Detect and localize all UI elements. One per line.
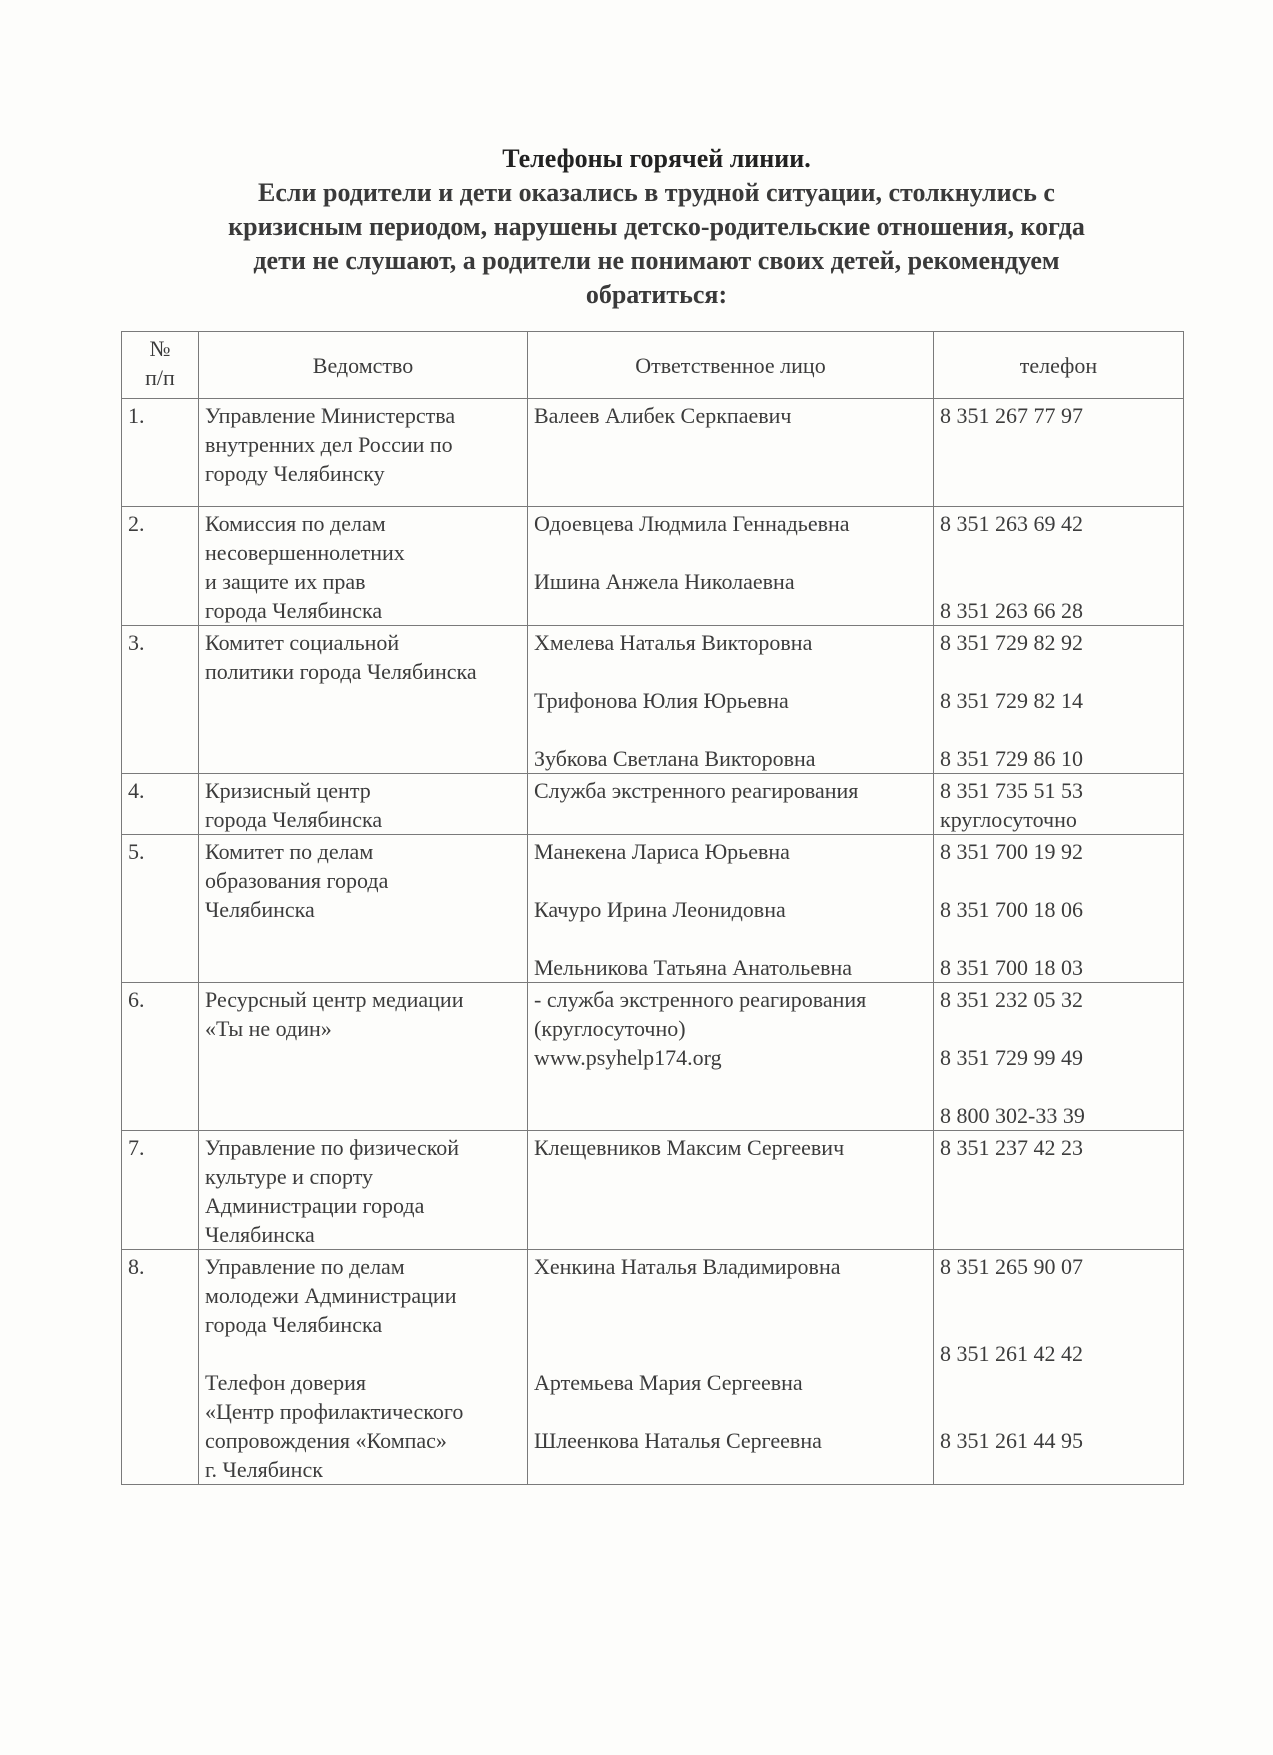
cell-phone-line: 8 351 735 51 53 [940,778,1083,803]
document-title: Телефоны горячей линии. [502,144,811,173]
cell-number: 8. [122,1250,199,1485]
cell-person [528,983,934,1131]
cell-person-line: Артемьева Мария Сергеевна [534,1370,803,1395]
table-row [122,1250,1184,1485]
cell-department-line: Комитет по делам [205,839,374,864]
cell-department-line: города Челябинска [205,1312,383,1337]
cell-person-line [534,657,927,686]
cell-department-line: города Челябинска [205,598,383,623]
cell-phone [934,1250,1184,1485]
cell-department [199,626,528,774]
cell-department-line: Комитет социальной [205,630,400,655]
table-row [122,399,1184,507]
cell-person-line: Мельникова Татьяна Анатольевна [534,955,853,980]
cell-phone-line [940,924,1177,953]
cell-department-line: Челябинска [205,1222,315,1247]
cell-person-line: Валеев Алибек Серкпаевич [534,403,792,428]
table-row [122,983,1184,1131]
cell-number: 1. [122,399,199,507]
cell-number: 4. [122,774,199,835]
hotline-table [121,331,1184,1485]
cell-department-line: внутренних дел России по [205,432,453,457]
cell-phone-line [940,538,1177,567]
cell-person [528,507,934,626]
table-header-row [122,332,1184,399]
cell-number: 6. [122,983,199,1131]
heading-line: Если родители и дети оказались в трудной ситуации, столкнулись с [258,178,1055,207]
cell-phone-line: 8 351 263 66 28 [940,598,1083,623]
cell-department-line: г. Челябинск [205,1457,323,1482]
cell-person-line [534,1339,927,1368]
cell-department-line: Комиссия по делам [205,511,386,536]
cell-department-line: культуре и спорту [205,1164,374,1189]
cell-phone-line: 8 351 261 42 42 [940,1341,1083,1366]
table-row [122,774,1184,835]
cell-person [528,1250,934,1485]
cell-person-line [534,1281,927,1310]
cell-person-line: Хенкина Наталья Владимировна [534,1254,841,1279]
cell-department [199,1131,528,1250]
cell-phone-line: 8 351 261 44 95 [940,1428,1083,1453]
cell-phone [934,399,1184,507]
cell-person [528,626,934,774]
cell-phone [934,983,1184,1131]
cell-person-line: Ишина Анжела Николаевна [534,569,795,594]
cell-person-line: Клещевников Максим Сергеевич [534,1135,845,1160]
cell-person-line [534,538,927,567]
cell-phone-line [940,1397,1177,1426]
cell-department-line: Ресурсный центр медиации [205,987,464,1012]
cell-department-line: Телефон доверия [205,1370,367,1395]
cell-phone-line [940,1281,1177,1310]
cell-person-line: Служба экстренного реагирования [534,778,859,803]
cell-phone [934,507,1184,626]
cell-phone-line: 8 351 729 82 14 [940,688,1083,713]
cell-person [528,774,934,835]
cell-phone [934,835,1184,983]
cell-person-line [534,1397,927,1426]
cell-person-line: Одоевцева Людмила Геннадьевна [534,511,850,536]
cell-phone-line: 8 351 700 18 06 [940,897,1083,922]
cell-number: 7. [122,1131,199,1250]
table-row [122,835,1184,983]
cell-number: 3. [122,626,199,774]
cell-department-line: «Ты не один» [205,1016,332,1041]
header-number: № п/п [122,332,199,399]
cell-department-line: городу Челябинску [205,461,385,486]
cell-department-line: города Челябинска [205,807,383,832]
cell-department-line: Администрации города [205,1193,425,1218]
cell-person-line: Шлеенкова Наталья Сергеевна [534,1428,822,1453]
cell-department-line: несовершеннолетних [205,540,405,565]
cell-department-line: и защите их прав [205,569,366,594]
cell-department [199,1250,528,1485]
cell-person [528,835,934,983]
cell-phone [934,626,1184,774]
cell-phone-line [940,1310,1177,1339]
cell-phone-line [940,657,1177,686]
heading-line: обратиться: [585,280,728,309]
cell-person-line [534,1310,927,1339]
cell-department-line: политики города Челябинска [205,659,477,684]
cell-department [199,774,528,835]
cell-person-line: Трифонова Юлия Юрьевна [534,688,789,713]
cell-phone-line: 8 351 237 42 23 [940,1135,1083,1160]
cell-department-line: сопровождения «Компас» [205,1428,447,1453]
cell-person [528,399,934,507]
table-row [122,507,1184,626]
cell-phone-line: 8 800 302-33 39 [940,1103,1085,1128]
cell-department-line [205,1339,521,1368]
cell-person-line [534,866,927,895]
cell-department-line: молодежи Администрации [205,1283,457,1308]
cell-phone-line [940,866,1177,895]
cell-person-line [534,715,927,744]
cell-person [528,1131,934,1250]
header-phone: телефон [934,332,1184,399]
cell-department-line: Управление по делам [205,1254,405,1279]
cell-person-line: (круглосуточно) [534,1016,686,1041]
cell-person-line: www.psyhelp174.org [534,1045,722,1070]
cell-person-line: Качуро Ирина Леонидовна [534,897,786,922]
cell-phone [934,1131,1184,1250]
cell-department-line: Управление по физической [205,1135,460,1160]
header-person: Ответственное лицо [528,332,934,399]
cell-phone-line: 8 351 729 82 92 [940,630,1083,655]
cell-person-line: - служба экстренного реагирования [534,987,867,1012]
cell-number: 2. [122,507,199,626]
cell-phone-line: 8 351 729 99 49 [940,1045,1083,1070]
cell-phone-line: 8 351 729 86 10 [940,746,1083,771]
cell-phone-line: 8 351 700 19 92 [940,839,1083,864]
cell-phone-line [940,1072,1177,1101]
cell-number: 5. [122,835,199,983]
header-department: Ведомство [199,332,528,399]
cell-person-line [534,924,927,953]
cell-phone-line: 8 351 267 77 97 [940,403,1083,428]
cell-phone-line: круглосуточно [940,807,1077,832]
cell-person-line: Зубкова Светлана Викторовна [534,746,816,771]
cell-phone-line [940,715,1177,744]
heading-line: дети не слушают, а родители не понимают своих детей, рекомендуем [253,246,1060,275]
cell-department [199,399,528,507]
cell-phone-line: 8 351 263 69 42 [940,511,1083,536]
cell-phone-line [940,1368,1177,1397]
cell-department [199,507,528,626]
table-row [122,1131,1184,1250]
cell-person-line: Манекена Лариса Юрьевна [534,839,790,864]
cell-department [199,983,528,1131]
cell-department-line: «Центр профилактического [205,1399,464,1424]
cell-phone [934,774,1184,835]
table-row [122,626,1184,774]
cell-phone-line [940,1014,1177,1043]
cell-phone-line [940,567,1177,596]
cell-department-line: Кризисный центр [205,778,371,803]
cell-department-line: Управление Министерства [205,403,456,428]
heading-line: кризисным периодом, нарушены детско-родительские отношения, когда [228,212,1085,241]
cell-person-line [534,596,927,625]
cell-department [199,835,528,983]
document-heading [120,142,1193,312]
cell-department-line: Челябинска [205,897,315,922]
cell-department-line: образования города [205,868,389,893]
cell-phone-line: 8 351 232 05 32 [940,987,1083,1012]
cell-person-line: Хмелева Наталья Викторовна [534,630,813,655]
cell-phone-line: 8 351 265 90 07 [940,1254,1083,1279]
cell-phone-line: 8 351 700 18 03 [940,955,1083,980]
